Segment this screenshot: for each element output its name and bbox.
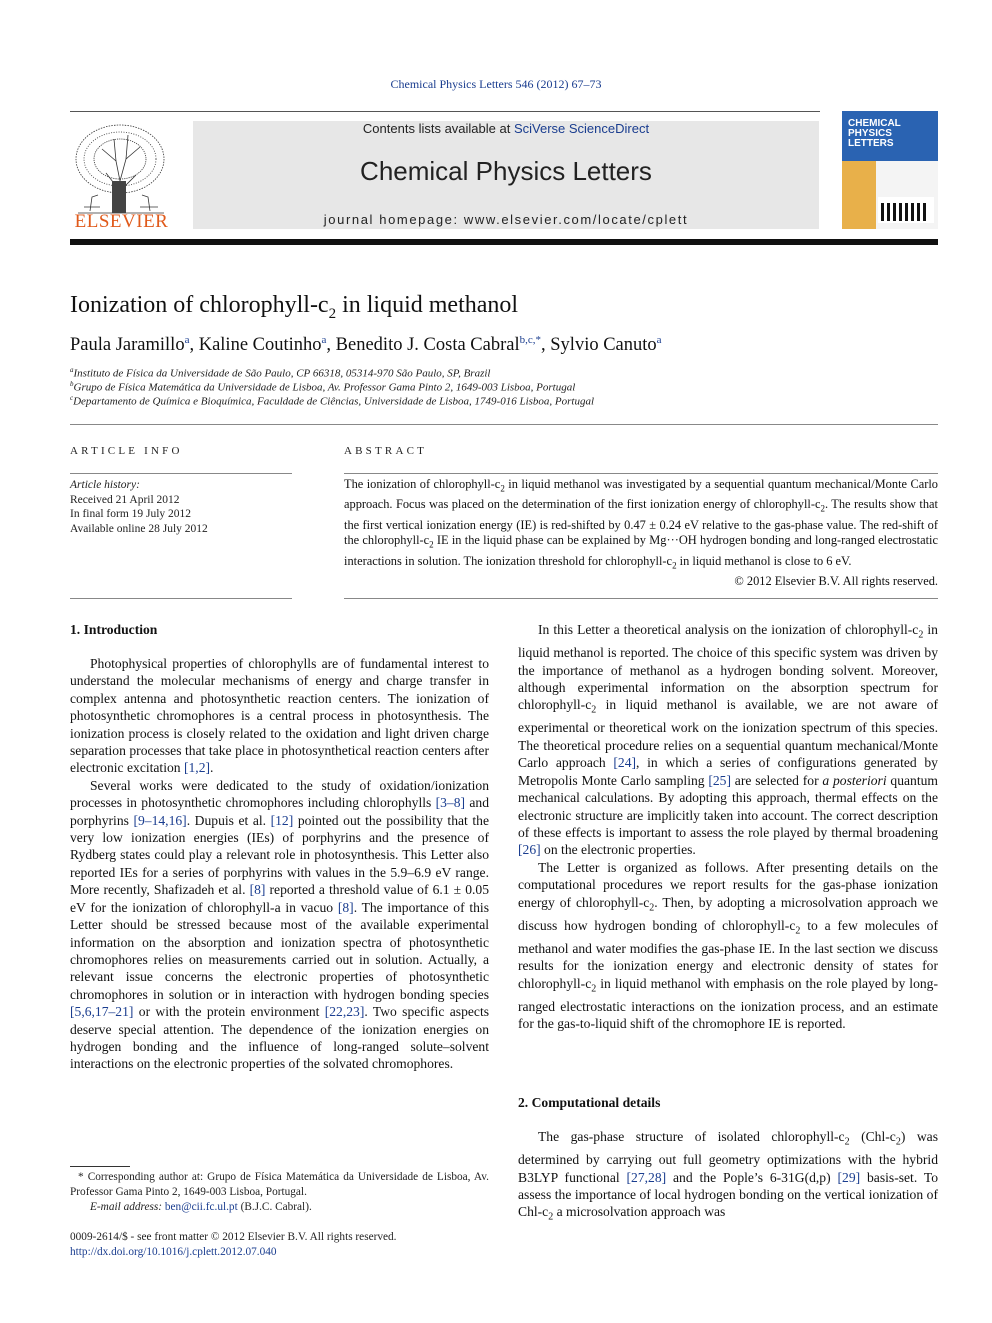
corresponding-author-note: * Corresponding author at: Grupo de Física Matemática da Universidade de Lisboa, Av. Professor Gama Pinto 2, 1649-003 Lisboa, Portugal. bbox=[70, 1171, 489, 1198]
footnote-rule bbox=[70, 1166, 130, 1167]
email-label: E-mail address: bbox=[90, 1201, 163, 1213]
received-date: Received 21 April 2012 bbox=[70, 493, 180, 506]
paragraph: Photophysical properties of chlorophylls are of fundamental interest to understand the molecular mechanisms of energy and charge transfer in complex antenna and photosynthetic reaction centers. The ionization of photosynthetic chromophores is a central process in photosynthesis. The ionization process is closely related to the oxidation and light driven charge separation processes that take place in photosynthetical reaction centers after electronic excitation [1,2]. bbox=[70, 656, 489, 776]
abstract-text: The ionization of chlorophyll-$c_2$ in liquid methanol was investigated by a sequential quantum mechanical/Monte Carlo approach. Focus was placed on the determination of the first ionization energy of chlorophyll-$c_2$. The results show that the first vertical ionization energy (IE) is red-shifted by 0.47 ± 0.24 eV relative to the gas-phase value. The red-shift of the chlorophyll-$c_2$ IE in the liquid phase can be explained by Mg···OH hydrogen bonding and long-ranged electrostatic interactions in solution. The ionization threshold for chlorophyll-$c_2$ in liquid methanol is close to 6 eV. bbox=[344, 477, 939, 571]
article-history bbox=[70, 478, 208, 536]
cover-title-line3: LETTERS bbox=[848, 138, 894, 149]
affiliation-mark: c bbox=[70, 394, 74, 402]
cover-title-line2: PHYSICS bbox=[848, 128, 892, 139]
affiliation bbox=[70, 366, 490, 380]
header-divider bbox=[70, 111, 820, 112]
affiliation bbox=[70, 394, 594, 408]
affiliation-text: Departamento de Química e Bioquímica, Faculdade de Ciências, Universidade de Lisboa, 1749-016 Lisboa, Portugal bbox=[73, 395, 595, 408]
sciencedirect-link[interactable]: SciVerse ScienceDirect bbox=[513, 121, 650, 136]
doi-link[interactable]: http://dx.doi.org/10.1016/j.cplett.2012.07.040 bbox=[70, 1246, 277, 1258]
journal-title: Chemical Physics Letters bbox=[360, 156, 652, 186]
author-affil-mark[interactable]: b,c,* bbox=[519, 334, 542, 346]
introduction-body bbox=[70, 655, 489, 1073]
affiliation-mark: b bbox=[70, 380, 74, 388]
author-list bbox=[70, 334, 662, 356]
corresponding-text: Corresponding author at: Grupo de Física Matemática da Universidade de Lisboa, Av. Professor Gama Pinto 2, 1649-003 Lisboa, Portugal. bbox=[70, 1171, 489, 1198]
title-main: Ionization of chlorophyll-c bbox=[70, 292, 329, 318]
final-form-date: In final form 19 July 2012 bbox=[70, 508, 192, 520]
contents-prefix: Contents lists available at bbox=[362, 121, 514, 136]
title-rest: in liquid methanol bbox=[336, 292, 519, 318]
affiliation bbox=[70, 380, 575, 394]
author-name: Kaline Coutinho bbox=[198, 335, 322, 356]
issn-block bbox=[70, 1230, 489, 1260]
email-line bbox=[70, 1200, 489, 1215]
affiliation-divider bbox=[70, 424, 938, 425]
journal-citation[interactable]: Chemical Physics Letters 546 (2012) 67–73 bbox=[390, 77, 602, 91]
article-info-bottom-rule bbox=[70, 598, 292, 599]
history-label: Article history: bbox=[70, 479, 140, 491]
author-name: Paula Jaramillo bbox=[70, 335, 185, 356]
journal-cover bbox=[842, 111, 938, 229]
issn-line: 0009-2614/$ - see front matter © 2012 Elsevier B.V. All rights reserved. bbox=[70, 1231, 397, 1243]
author-separator: , bbox=[541, 335, 551, 356]
author-affil-mark[interactable]: a bbox=[321, 334, 327, 346]
author-separator: , bbox=[189, 335, 199, 356]
contents-line bbox=[193, 121, 819, 136]
author-name: Sylvio Canuto bbox=[550, 335, 657, 356]
elsevier-logo bbox=[70, 121, 173, 231]
cover-spectrum-graphic bbox=[878, 197, 934, 223]
article-title bbox=[70, 292, 518, 323]
paragraph: The gas-phase structure of isolated chlorophyll-$c_2$ $(Chl-c_2)$ was determined by carrying out full geometry optimizations with the hybrid B3LYP functional [27,28] and the Pople’s 6-31G(d,p) [29] basis-set. To assess the importance of local hydrogen bonding on the vertical ionization of Chl-$c_2$ a microsolvation approach was bbox=[518, 1129, 938, 1224]
author-affil-mark[interactable]: a bbox=[656, 334, 662, 346]
paragraph: The Letter is organized as follows. After presenting details on the computational procedures we report results for the gas-phase ionization energy of chlorophyll-$c_2$. Then, by adopting a microsolvation approach we discuss how hydrogen bonding of chlorophyll-$c_2$ to a few molecules of methanol and water modifies the gas-phase IE. In the last section we discuss results for the ionization energy and electronic density of states for chlorophyll-$c_2$ in liquid methanol with emphasis on the role played by long-ranged electrostatic interactions on the ionization process, and an estimate for the gas-to-liquid shift of the chromophore IE is reported. bbox=[518, 859, 939, 1032]
abstract-rule bbox=[344, 473, 938, 474]
paragraph: Several works were dedicated to the study of oxidation/ionization processes in photosynthetic chromophores including chlorophylls [3–8] and porphyrins [9–14,16]. Dupuis et al. [12] pointed out the possibility that the very low ionization energies (IEs) of porphyrins and the presence of Rydberg states could play a relevant role in photosynthesis. This Letter also reported IEs for a series of porphyrins with values in the 5.9–6.9 eV range. More recently, Shafizadeh et al. [8] reported a threshold value of 6.1 ± 0.05 eV for the ionization of chlorophyll-a in vacuo [8]. The importance of this Letter should be stressed because most of the available experimental information on the absorption and ionization spectra of photosynthetic chromophores relies on measurements carried out in solution. Actually, a relevant issue concerns the electronic properties of photosynthetic chromophores in solution or in interaction with hydrogen bonding species [5,6,17–21] or with the protein environment [22,23]. Two specific aspects deserve special attention. The dependence of the ionization energies on hydrogen bonding and the influence of long-ranged solute–solvent interactions on the electronic properties of the solvated chromophores. bbox=[70, 777, 490, 1072]
author-name: Benedito J. Costa Cabral bbox=[335, 335, 520, 356]
computational-body bbox=[518, 1128, 938, 1226]
journal-homepage[interactable]: journal homepage: www.elsevier.com/locate/cplett bbox=[323, 212, 689, 227]
abstract-heading: ABSTRACT bbox=[344, 445, 428, 457]
header-thick-rule bbox=[70, 239, 938, 245]
affiliation-text: Instituto de Física da Universidade de São Paulo, CP 66318, 05314-970 São Paulo, SP, Brazil bbox=[73, 367, 491, 380]
abstract-copyright: © 2012 Elsevier B.V. All rights reserved. bbox=[734, 574, 938, 588]
footnote bbox=[70, 1170, 489, 1215]
email-owner: (B.J.C. Cabral). bbox=[240, 1201, 312, 1213]
title-subscript: 2 bbox=[328, 305, 337, 322]
article-info-heading: ARTICLE INFO bbox=[70, 445, 183, 457]
intro-continued-body bbox=[518, 621, 938, 1033]
article-info-rule bbox=[70, 473, 292, 474]
email-link[interactable]: ben@cii.fc.ul.pt bbox=[164, 1201, 238, 1213]
cover-title-line1: CHEMICAL bbox=[848, 118, 901, 129]
abstract-bottom-rule bbox=[344, 598, 938, 599]
author-separator: , bbox=[326, 335, 336, 356]
affiliation-mark: a bbox=[70, 366, 74, 374]
author-affil-mark[interactable]: a bbox=[184, 334, 190, 346]
paragraph: In this Letter a theoretical analysis on the ionization of chlorophyll-$c_2$ in liquid methanol is reported. The choice of this specific system was driven by the importance of methanol as a hydrogen bonding solvent. Moreover, although experimental information on the absorption spectrum for chlorophyll-$c_2$ in liquid methanol is available, we are not aware of experimental or theoretical work on the ionization spectrum of this species. The theoretical procedure relies on a sequential quantum mechanical/Monte Carlo approach [24], in which a series of configurations generated by Metropolis Monte Carlo sampling [25] are selected for a posteriori quantum mechanical calculations. By adopting this approach, thermal effects on the electronic structure are implicitly taken into account. The correct description of these effects is important to assess the role played by thermal broadening [26] on the electronic properties. bbox=[518, 622, 938, 858]
section-heading-computational: 2. Computational details bbox=[518, 1095, 661, 1110]
section-heading-introduction: 1. Introduction bbox=[70, 622, 158, 637]
affiliation-text: Grupo de Física Matemática da Universidade de Lisboa, Av. Professor Gama Pinto 2, 1649-003 Lisboa, Portugal bbox=[73, 381, 576, 394]
online-date: Available online 28 July 2012 bbox=[70, 522, 208, 535]
elsevier-wordmark: ELSEVIER bbox=[74, 211, 169, 232]
